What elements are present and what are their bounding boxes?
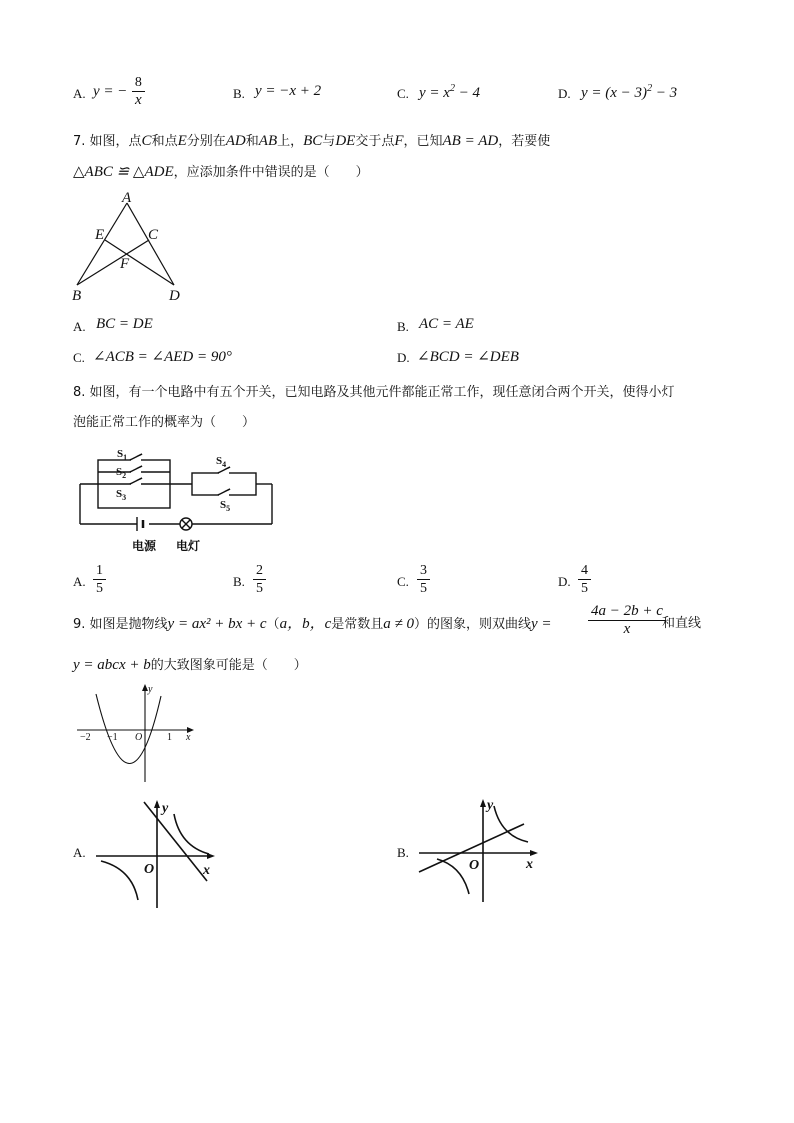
q7-stem-line1 [73,130,550,150]
q7-t9: 上， [277,134,304,149]
q7-t15: ，已知 [403,134,443,149]
q8-circuit-figure [70,445,285,560]
q6-option-a-formula [93,74,145,109]
q7-t13: 交于点 [355,134,395,149]
q8-option-c-label: C. [397,574,409,589]
q6-a-fraction [132,74,145,109]
q8-option-d-fraction [578,562,591,597]
q8-stem-line2: 泡能正常工作的概率为（ ） [73,415,256,430]
q7-t14: F [394,133,404,149]
q9-stem-line2 [73,654,307,674]
q7-t8: AB [258,133,278,149]
q7-t11: 与 [322,134,336,149]
axis-y-label: y [148,684,153,695]
q7-congruence: △ABC ≌ △ADE [73,164,174,180]
axis-y-label: y [487,798,494,813]
q6-a-den: x [135,92,142,108]
q9-option-a-graph [92,798,222,910]
q9-option-a-label: A. [73,845,86,860]
label-power: 电源 [132,539,157,553]
q9-hyperbola-fraction [588,603,666,638]
line-ad [127,203,174,285]
label-s1: $S_1$ [117,448,128,462]
q9-vars: a，b，c [279,616,332,632]
q7-t4: E [177,133,187,149]
q8-a-num: 1 [93,562,106,580]
q7-question: ，应添加条件中错误的是（ ） [173,165,369,180]
q7-stem-line2 [73,161,369,181]
axis-x-label: x [526,857,533,872]
label-s2: $S_2$ [116,466,127,480]
q6-d-pre: y = (x − 3) [581,85,648,101]
axis-x-label: x [186,732,191,743]
q6-a-num: 8 [132,74,145,92]
y-arrow-icon [154,800,160,808]
q8-c-num: 3 [417,562,430,580]
label-lamp: 电灯 [176,539,201,553]
label-b: B [72,288,82,304]
label-d: D [169,288,180,304]
q9-t4: ）的图象，则双曲线 [413,617,531,632]
y-arrow-icon [480,799,486,807]
q8-option-b-fraction [253,562,266,597]
q9-t3: 是常数且 [331,617,384,632]
q9-stem-line1 [73,612,552,633]
q7-t17: ，若要使 [498,134,551,149]
q8-b-num: 2 [253,562,266,580]
tick-neg1: −1 [107,732,118,743]
q7-t6: AD [225,133,246,149]
label-s4: $S_4$ [216,455,227,469]
q6-option-a-label: A. [73,86,86,101]
q9-option-b-graph [415,796,545,904]
q6-a-eq: y = − [93,83,128,100]
hyperbola-branch-q1 [174,814,209,854]
label-f: F [120,256,130,272]
q8-option-d-label: D. [558,574,571,589]
tick-neg2: −2 [80,732,91,743]
q6-option-d-formula [581,83,677,102]
q7-option-c-text: ∠ACB = ∠AED = 90° [93,349,232,365]
q6-c-sup: 2 [449,83,455,94]
origin-label: O [135,732,143,743]
q6-c-post: − 4 [454,85,481,101]
q7-option-a-label: A. [73,319,86,334]
x-arrow-icon [530,850,538,856]
q9-y: y = [531,616,552,632]
q7-option-d-text: ∠BCD = ∠DEB [417,349,519,365]
q7-t2: C [141,133,152,149]
q8-option-b-label: B. [233,574,245,589]
q9-line-eq: y = abcx + b [73,657,151,673]
q6-c-pre: y = x [419,85,450,101]
q7-t1: 7. 如图，点 [73,134,142,149]
q9-cond: a ≠ 0 [383,616,414,632]
q7-t7: 和 [245,134,259,149]
q7-option-b-text: AC = AE [419,316,474,332]
q6-option-c-label: C. [397,86,409,101]
axis-y-label: y [162,801,169,816]
q8-stem-line1: 8. 如图，有一个电路中有五个开关，已知电路及其他元件都能正常工作，现任意闭合两个开关，使得小灯 [73,385,675,400]
q7-t3: 和点 [151,134,178,149]
q8-d-num: 4 [578,562,591,580]
q6-option-b-label: B. [233,86,245,101]
line-ab [77,203,127,285]
q7-option-b-label: B. [397,319,409,334]
q8-option-c-fraction [417,562,430,597]
label-a: A [122,190,132,206]
q8-d-den: 5 [581,581,588,596]
parabola-curve [96,694,161,764]
q6-option-d-label: D. [558,86,571,101]
label-c: C [148,227,159,243]
q6-d-post: − 3 [652,85,678,101]
tick-1: 1 [167,732,172,743]
q8-b-den: 5 [256,581,263,596]
q7-option-a-text: BC = DE [96,316,153,332]
origin-label: O [469,858,480,873]
q9-stem-line1-end: 和直线 [662,616,702,631]
line-de [105,240,174,285]
hyperbola-branch-q3 [101,861,138,900]
q7-t10: BC [303,133,323,149]
q7-t5: 分别在 [186,134,226,149]
q7-option-d-label: D. [397,350,410,365]
q9-frac-den: x [623,621,631,637]
q6-d-sup: 2 [647,83,653,94]
label-s5: $S_5$ [220,499,231,513]
q9-option-b-label: B. [397,845,409,860]
q7-t12: DE [335,133,356,149]
q6-option-c-formula [419,83,480,102]
q7-option-c-label: C. [73,350,85,365]
origin-label: O [144,862,155,877]
label-s3: $S_3$ [116,488,127,502]
q9-frac-num: 4a − 2b + c [588,603,666,621]
label-e: E [95,227,105,243]
q9-question: 的大致图象可能是（ ） [150,658,307,673]
q8-a-den: 5 [96,581,103,596]
q6-option-b-formula: y = −x + 2 [255,83,322,99]
q8-option-a-label: A. [73,574,86,589]
q8-option-a-fraction [93,562,106,597]
q8-c-den: 5 [420,581,427,596]
q7-t16: AB = AD [442,133,499,149]
q7-triangle-figure [66,190,196,305]
q9-parabola-eq: y = ax² + bx + c [167,616,267,632]
q9-parabola-figure [72,682,197,787]
axis-x-label: x [203,863,210,878]
q9-t2: （ [266,617,280,632]
q9-t1: 9. 如图是抛物线 [73,617,168,632]
line-bc [77,240,149,285]
x-arrow-icon [207,853,215,859]
hyperbola-branch-q3 [437,859,469,894]
